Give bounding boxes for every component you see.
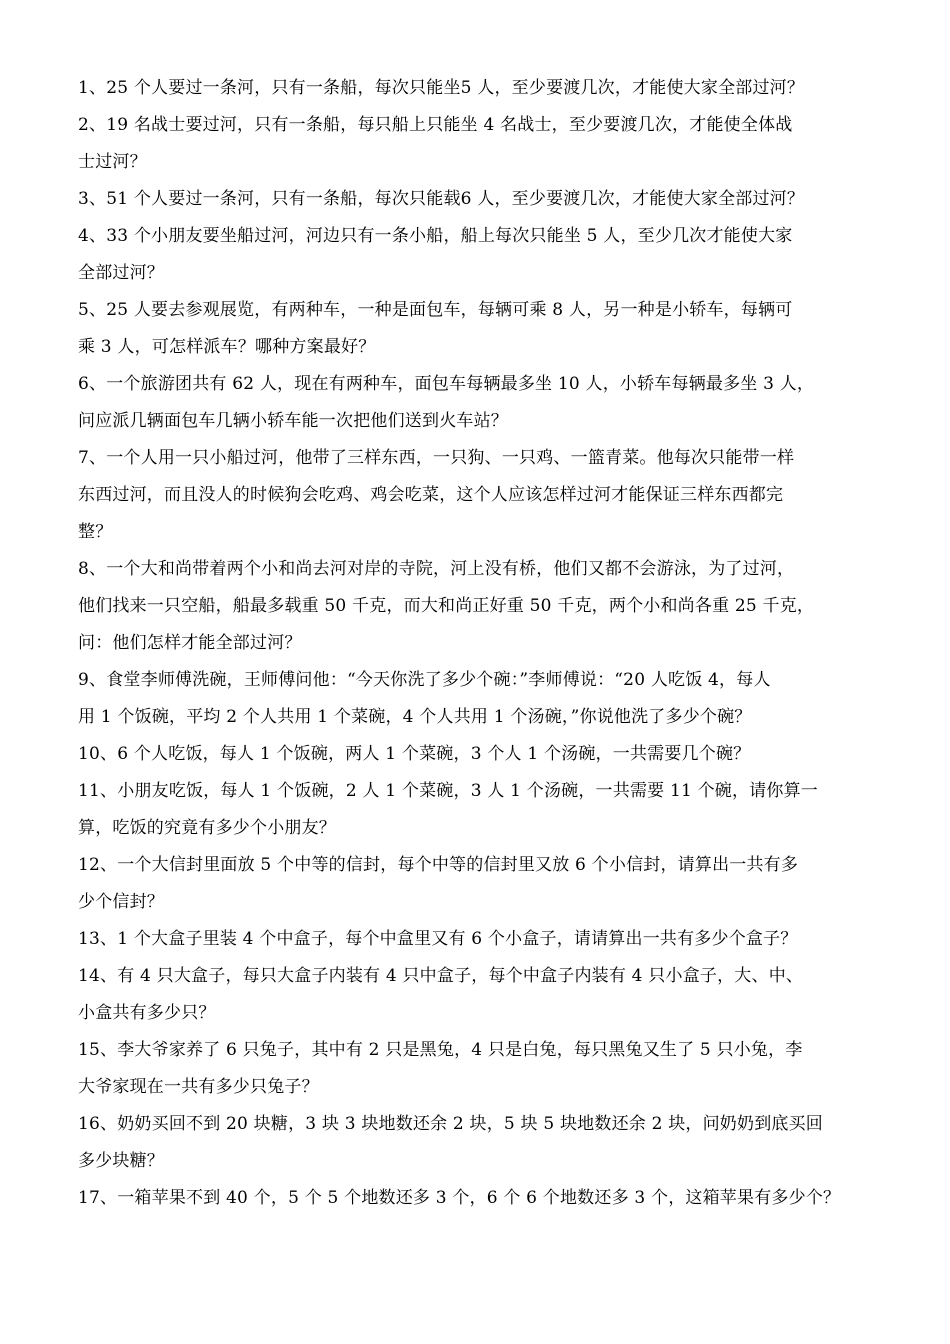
problem-line: 多少块糖？ — [78, 1151, 164, 1171]
problem-line: 15、李大爷家养了 6 只兔子，其中有 2 只是黑兔，4 只是白兔，每只黑兔又生了 5 只小兔，李 — [78, 1040, 803, 1060]
problem-line: 士过河？ — [78, 152, 147, 172]
problem-line: 乘 3 人，可怎样派车？哪种方案最好？ — [78, 337, 376, 357]
problem-line: 10、6 个人吃饭，每人 1 个饭碗，两人 1 个菜碗，3 个人 1 个汤碗，一共需要几个碗？ — [78, 744, 751, 764]
problem-line: 3、51 个人要过一条河，只有一条船，每次只能载6 人，至少要渡几次，才能使大家全部过河？ — [78, 189, 805, 209]
problem-10 — [78, 736, 878, 773]
problem-9 — [78, 662, 878, 736]
problem-line: 5、25 人要去参观展览，有两种车，一种是面包车，每辆可乘 8 人，另一种是小轿车，每辆可 — [78, 300, 793, 320]
problem-line: 整？ — [78, 522, 113, 542]
problem-line: 问应派几辆面包车几辆小轿车能一次把他们送到火车站？ — [78, 411, 508, 431]
problem-line: 7、一个人用一只小船过河，他带了三样东西，一只狗、一只鸡、一篮青菜。他每次只能带一样 — [78, 448, 795, 468]
problem-14 — [78, 958, 878, 1032]
problem-line: 小盒共有多少只？ — [78, 1003, 216, 1023]
problem-15 — [78, 1032, 878, 1106]
problem-11 — [78, 773, 878, 847]
problem-line: 14、有 4 只大盒子，每只大盒子内装有 4 只中盒子，每个中盒子内装有 4 只小盒子，大、中、 — [78, 966, 804, 986]
problem-line: 11、小朋友吃饭，每人 1 个饭碗，2 人 1 个菜碗，3 人 1 个汤碗，一共需要 11 个碗，请你算一 — [78, 781, 818, 801]
problem-1 — [78, 70, 878, 107]
problem-line: 少个信封？ — [78, 892, 164, 912]
problem-6 — [78, 366, 878, 440]
problem-line: 大爷家现在一共有多少只兔子？ — [78, 1077, 319, 1097]
problem-line: 1、25 个人要过一条河，只有一条船，每次只能坐5 人，至少要渡几次，才能使大家全部过河？ — [78, 78, 805, 98]
problem-line: 12、一个大信封里面放 5 个中等的信封，每个中等的信封里又放 6 个小信封，请算出一共有多 — [78, 855, 799, 875]
problem-line: 13、1 个大盒子里装 4 个中盒子，每个中盒里又有 6 个小盒子，请请算出一共有多少个盒子？ — [78, 929, 798, 949]
problem-8 — [78, 551, 878, 662]
problem-line: 2、19 名战士要过河，只有一条船，每只船上只能坐 4 名战士，至少要渡几次，才能使全体战 — [78, 115, 793, 135]
problem-line: 问：他们怎样才能全部过河？ — [78, 633, 302, 653]
problem-line: 全部过河？ — [78, 263, 164, 283]
problem-2 — [78, 107, 878, 181]
problem-line: 6、一个旅游团共有 62 人，现在有两种车，面包车每辆最多坐 10 人，小轿车每辆最多坐 3 人， — [78, 374, 815, 394]
worksheet-page — [78, 70, 878, 1217]
problem-line: 16、奶奶买回不到 20 块糖，3 块 3 块地数还余 2 块，5 块 5 块地数还余 2 块，问奶奶到底买回 — [78, 1114, 824, 1134]
problem-line: 用 1 个饭碗，平均 2 个人共用 1 个菜碗，4 个人共用 1 个汤碗，”你说他洗了多少个碗？ — [78, 707, 752, 727]
problem-3 — [78, 181, 878, 218]
problem-line: 东西过河，而且没人的时候狗会吃鸡、鸡会吃菜，这个人应该怎样过河才能保证三样东西都完 — [78, 485, 784, 505]
problem-line: 他们找来一只空船，船最多载重 50 千克，而大和尚正好重 50 千克，两个小和尚各重 25 千克， — [78, 596, 815, 616]
problem-16 — [78, 1106, 878, 1180]
problem-line: 算，吃饭的究竟有多少个小朋友？ — [78, 818, 336, 838]
problem-4 — [78, 218, 878, 292]
problem-line: 9、食堂李师傅洗碗，王师傅问他：“今天你洗了多少个碗：”李师傅说：“20 人吃饭 4，每人 — [78, 670, 771, 690]
problem-12 — [78, 847, 878, 921]
problem-5 — [78, 292, 878, 366]
problem-line: 8、一个大和尚带着两个小和尚去河对岸的寺院，河上没有桥，他们又都不会游泳，为了过河， — [78, 559, 795, 579]
problem-17 — [78, 1180, 878, 1217]
problem-7 — [78, 440, 878, 551]
problem-line: 17、一箱苹果不到 40 个，5 个 5 个地数还多 3 个，6 个 6 个地数还多 3 个，这箱苹果有多少个？ — [78, 1188, 841, 1208]
problem-line: 4、33 个小朋友要坐船过河，河边只有一条小船，船上每次只能坐 5 人，至少几次才能使大家 — [78, 226, 793, 246]
problem-13 — [78, 921, 878, 958]
